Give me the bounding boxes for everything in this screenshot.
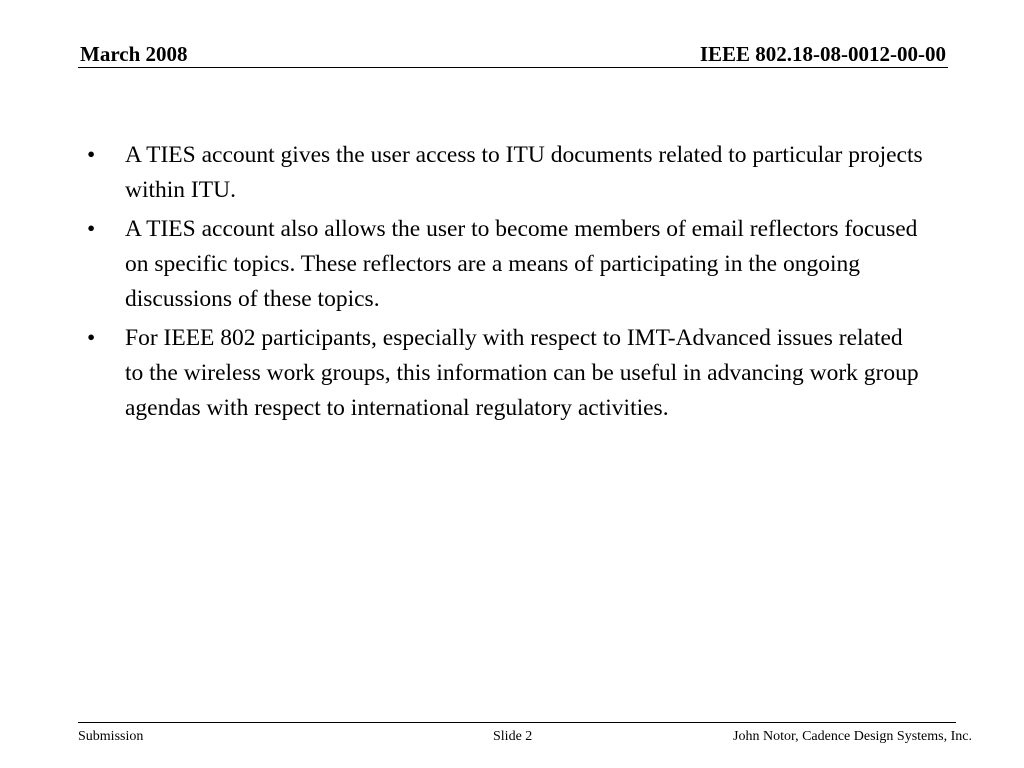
footer-author: John Notor, Cadence Design Systems, Inc. xyxy=(733,729,972,744)
bullet-icon: • xyxy=(87,142,96,168)
bullet-list xyxy=(84,138,924,430)
bullet-text: A TIES account gives the user access to ITU documents related to particular projects within ITU. xyxy=(125,142,923,203)
bullet-item xyxy=(84,321,924,426)
header-divider xyxy=(78,67,948,68)
bullet-item xyxy=(84,138,924,208)
footer-divider xyxy=(78,722,956,723)
bullet-text: For IEEE 802 participants, especially with respect to IMT-Advanced issues related to the wireless work groups, this information can be useful in advancing work group agendas with respect to international regulatory activities. xyxy=(125,325,919,421)
bullet-item xyxy=(84,212,924,317)
bullet-icon: • xyxy=(87,216,96,242)
footer-slide-number: Slide 2 xyxy=(493,729,533,744)
header-document-number: IEEE 802.18-08-0012-00-00 xyxy=(699,42,946,66)
bullet-text: A TIES account also allows the user to become members of email reflectors focused on specific topics. These reflectors are a means of participating in the ongoing discussions of these topics. xyxy=(125,216,918,312)
bullet-icon: • xyxy=(87,325,96,351)
footer-submission-label: Submission xyxy=(78,729,144,744)
header-date: March 2008 xyxy=(80,42,188,66)
